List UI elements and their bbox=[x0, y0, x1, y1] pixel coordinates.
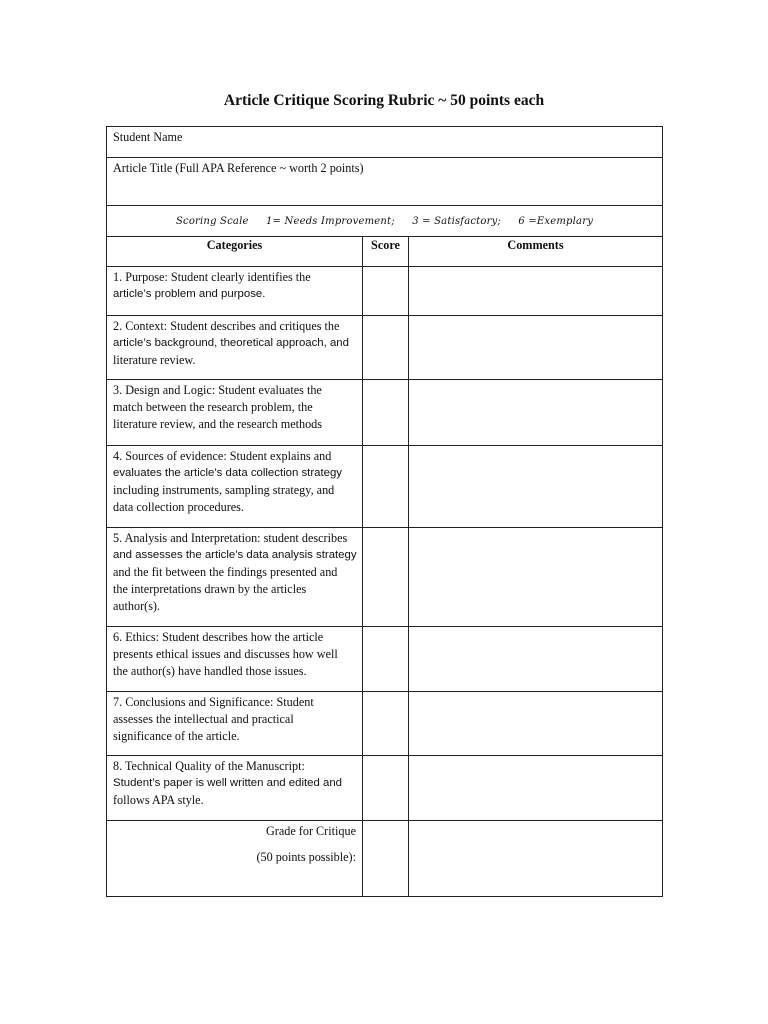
category-text-line: and the fit between the findings presented and bbox=[113, 565, 338, 579]
category-sources-evidence bbox=[107, 446, 363, 528]
comments-cell[interactable] bbox=[409, 756, 663, 821]
score-cell[interactable] bbox=[363, 692, 409, 756]
score-cell[interactable] bbox=[363, 528, 409, 627]
article-title-cell[interactable] bbox=[107, 158, 663, 206]
scale-level-1: 1= Needs Improvement; bbox=[265, 215, 395, 227]
category-text-line: 2. Context: Student describes and critiques the bbox=[113, 319, 340, 333]
scale-level-3: 3 = Satisfactory; bbox=[412, 215, 501, 227]
score-cell[interactable] bbox=[363, 316, 409, 380]
category-text-line: article’s background, theoretical approach, and bbox=[113, 337, 349, 349]
category-text-line: significance of the article. bbox=[113, 729, 240, 743]
scale-level-6: 6 =Exemplary bbox=[518, 215, 594, 227]
article-title-label: Article Title (Full APA Reference ~ worth 2 points) bbox=[113, 161, 364, 175]
scoring-scale bbox=[107, 206, 663, 237]
grade-comments-cell[interactable] bbox=[409, 821, 663, 897]
category-text-line: 5. Analysis and Interpretation: student describes bbox=[113, 531, 348, 545]
grade-row bbox=[107, 821, 663, 897]
category-row bbox=[107, 446, 663, 528]
category-row bbox=[107, 756, 663, 821]
category-text-line: presents ethical issues and discusses how well bbox=[113, 647, 338, 661]
page-title: Article Critique Scoring Rubric ~ 50 points each bbox=[223, 92, 545, 109]
comments-cell[interactable] bbox=[409, 692, 663, 756]
category-ethics bbox=[107, 627, 363, 692]
comments-cell[interactable] bbox=[409, 380, 663, 446]
category-text-line: literature review, and the research methods bbox=[113, 417, 323, 431]
comments-cell[interactable] bbox=[409, 267, 663, 316]
category-text-line: evaluates the article’s data collection strategy bbox=[113, 467, 342, 479]
category-row bbox=[107, 316, 663, 380]
rubric-table bbox=[106, 126, 663, 897]
comments-cell[interactable] bbox=[409, 627, 663, 692]
category-row bbox=[107, 380, 663, 446]
comments-cell[interactable] bbox=[409, 528, 663, 627]
grade-score-cell[interactable] bbox=[363, 821, 409, 897]
header-row bbox=[107, 237, 663, 267]
category-text-line: assesses the intellectual and practical bbox=[113, 712, 294, 726]
category-technical-quality bbox=[107, 756, 363, 821]
grade-label-line1: Grade for Critique bbox=[265, 824, 356, 838]
category-text-line: article’s problem and purpose. bbox=[113, 288, 266, 300]
score-cell[interactable] bbox=[363, 380, 409, 446]
article-title-row bbox=[107, 158, 663, 206]
grade-label-line2: (50 points possible): bbox=[256, 850, 356, 864]
category-text-line: the author(s) have handled those issues. bbox=[113, 664, 307, 678]
category-text-line: 1. Purpose: Student clearly identifies the bbox=[113, 270, 311, 284]
category-text-line: and assesses the article’s data analysis strategy bbox=[113, 549, 357, 561]
category-text-line: 3. Design and Logic: Student evaluates the bbox=[113, 383, 322, 397]
category-text-line: 6. Ethics: Student describes how the article bbox=[113, 630, 324, 644]
category-row bbox=[107, 692, 663, 756]
category-row bbox=[107, 267, 663, 316]
category-text-line: 8. Technical Quality of the Manuscript: bbox=[113, 759, 305, 773]
student-name-label: Student Name bbox=[113, 130, 183, 144]
category-purpose bbox=[107, 267, 363, 316]
category-text-line: literature review. bbox=[113, 353, 196, 367]
category-design-logic bbox=[107, 380, 363, 446]
category-row bbox=[107, 627, 663, 692]
comments-header: Comments bbox=[409, 237, 663, 267]
categories-header: Categories bbox=[107, 237, 363, 267]
score-cell[interactable] bbox=[363, 756, 409, 821]
score-cell[interactable] bbox=[363, 446, 409, 528]
student-name-row bbox=[107, 127, 663, 158]
category-text-line: 7. Conclusions and Significance: Student bbox=[113, 695, 314, 709]
category-text-line: Student’s paper is well written and edited and bbox=[113, 777, 343, 789]
category-text-line: match between the research problem, the bbox=[113, 400, 313, 414]
score-cell[interactable] bbox=[363, 627, 409, 692]
category-text-line: data collection procedures. bbox=[113, 500, 244, 514]
category-text-line: 4. Sources of evidence: Student explains and bbox=[113, 449, 332, 463]
score-cell[interactable] bbox=[363, 267, 409, 316]
category-text-line: author(s). bbox=[113, 599, 161, 613]
comments-cell[interactable] bbox=[409, 316, 663, 380]
category-analysis-interpretation bbox=[107, 528, 363, 627]
category-context bbox=[107, 316, 363, 380]
category-text-line: including instruments, sampling strategy, and bbox=[113, 483, 335, 497]
scoring-scale-row bbox=[107, 206, 663, 237]
category-row bbox=[107, 528, 663, 627]
comments-cell[interactable] bbox=[409, 446, 663, 528]
scoring-scale-label: Scoring Scale bbox=[175, 215, 249, 227]
category-text-line: the interpretations drawn by the articles bbox=[113, 582, 307, 596]
category-text-line: follows APA style. bbox=[113, 793, 204, 807]
student-name-cell[interactable] bbox=[107, 127, 663, 158]
category-conclusions-significance bbox=[107, 692, 363, 756]
score-header: Score bbox=[363, 237, 409, 267]
grade-label bbox=[107, 821, 363, 897]
